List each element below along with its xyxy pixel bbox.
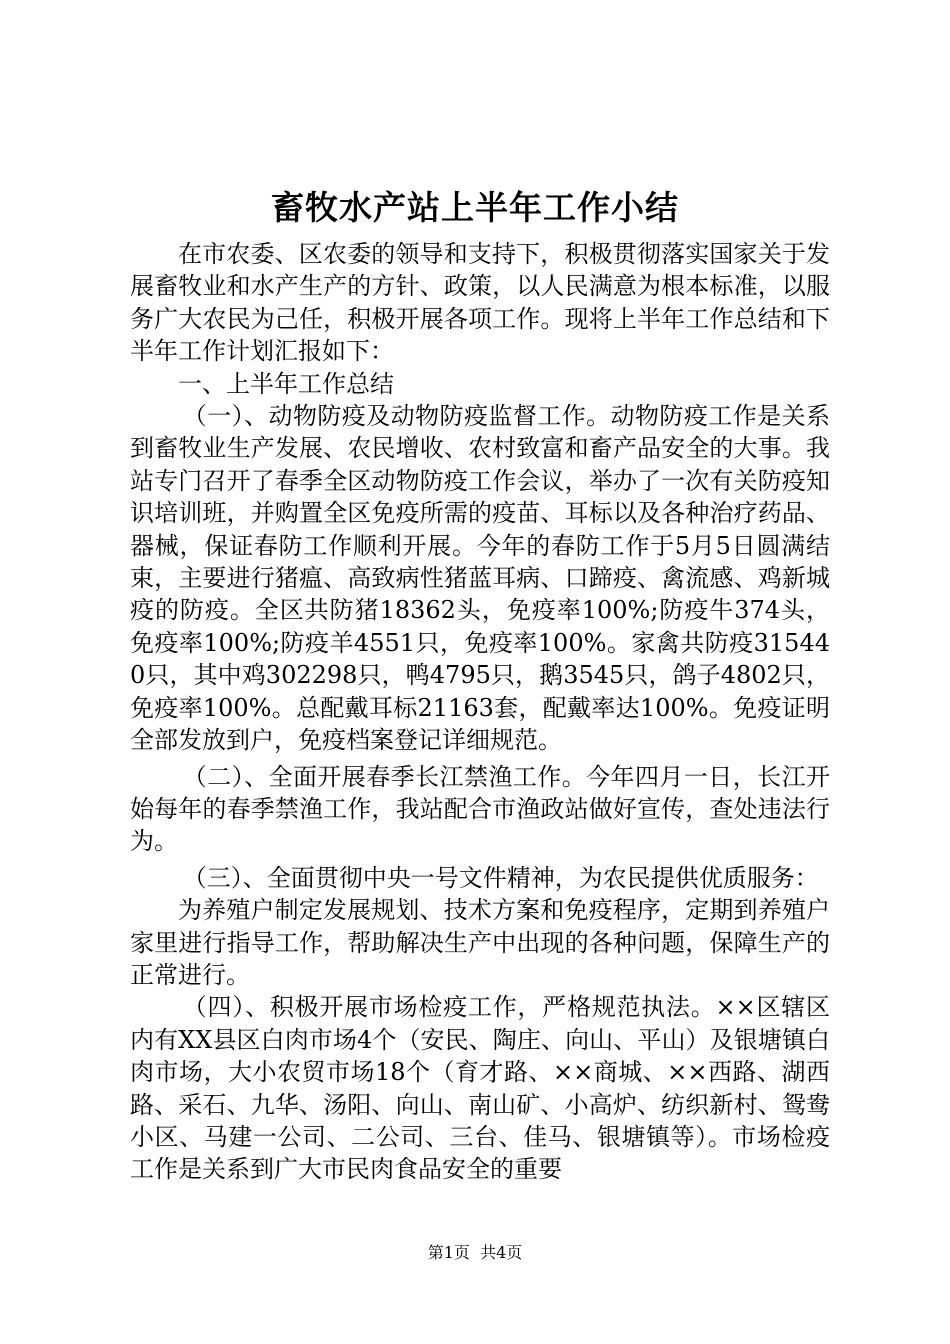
document-body [130,238,830,1186]
item-3-paragraph: （三）、全面贯彻中央一号文件精神，为农民提供优质服务： [182,863,819,892]
item-1-paragraph: （一）、动物防疫及动物防疫监督工作。动物防疫工作是关系到畜牧业生产发展、农民增收、农村致富和畜产品安全的大事。我站专门召开了春季全区动物防疫工作会议，举办了一次有关防疫知识培训班，并购置全区免疫所需的疫苗、耳标以及各种治疗药品、器械，保证春防工作顺利开展。今年的春防工作于5月5日圆满结束，主要进行猪瘟、高致病性猪蓝耳病、口蹄疫、禽流感、鸡新城疫的防疫。全区共防猪18362头，免疫率100%;防疫牛374头，免疫率100%;防疫羊4551只，免疫率100%。家禽共防疫315440只，其中鸡302298只，鸭4795只，鹅3545只，鸽子4802只，免疫率100%。总配戴耳标21163套，配戴率达100%。免疫证明全部发放到户，免疫档案登记详细规范。 [130,402,830,755]
document-title: 畜牧水产站上半年工作小结 [271,188,679,227]
item-2-paragraph: （二）、全面开展春季长江禁渔工作。今年四月一日，长江开始每年的春季禁渔工作，我站配合市渔政站做好宣传，查处违法行为。 [130,762,830,856]
page-footer: 第1页 共4页 [427,1243,523,1262]
section-heading: 一、上半年工作总结 [178,369,394,398]
item-3-detail-paragraph: 为养殖户制定发展规划、技术方案和免疫程序，定期到养殖户家里进行指导工作，帮助解决生产中出现的各种问题，保障生产的正常进行。 [130,896,830,989]
item-4-paragraph: （四）、积极开展市场检疫工作，严格规范执法。××区辖区内有XX县区白肉市场4个（安民、陶庄、向山、平山）及银塘镇白肉市场，大小农贸市场18个（育才路、××商城、××西路、湖西路、采石、九华、汤阳、向山、南山矿、小高炉、纺织新村、鸳鸯小区、马建一公司、二公司、三台、佳马、银塘镇等）。市场检疫工作是关系到广大市民肉食品安全的重要 [130,993,830,1184]
intro-paragraph: 在市农委、区农委的领导和支持下，积极贯彻落实国家关于发展畜牧业和水产生产的方针、政策，以人民满意为根本标准，以服务广大农民为己任，积极开展各项工作。现将上半年工作总结和下半年工作计划汇报如下： [130,240,830,366]
